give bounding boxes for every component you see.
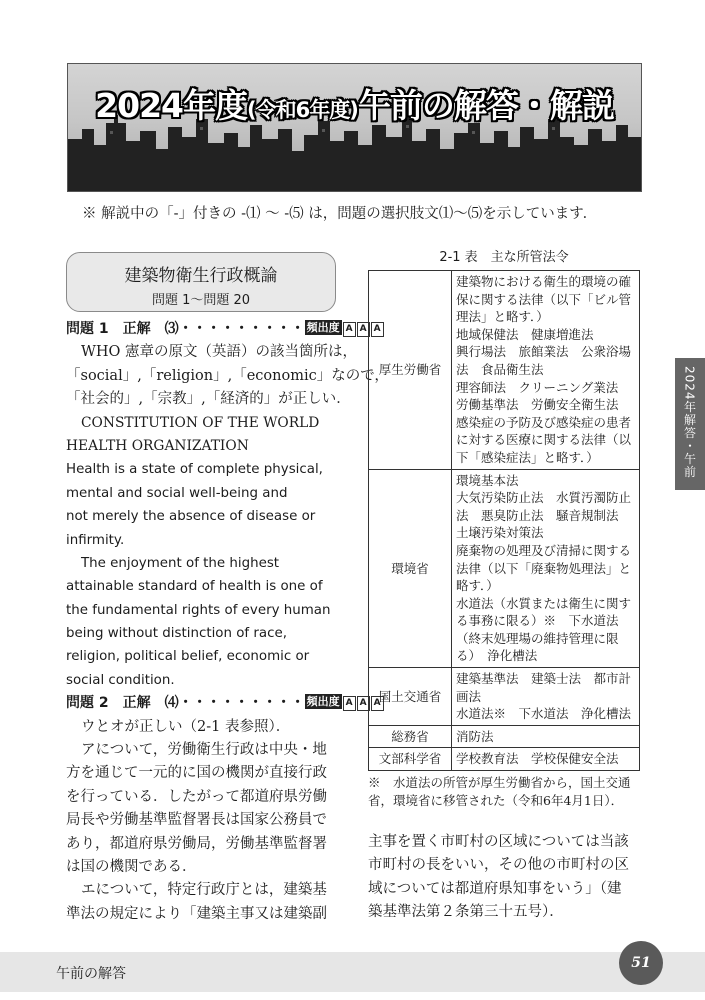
body-text-line: は国の機関である． xyxy=(66,858,197,875)
frequency-mark: A xyxy=(371,322,384,337)
body-text-line: 築基準法第２条第三十五号）． xyxy=(368,904,564,921)
title-era: (令和6年度) xyxy=(247,98,358,122)
question-number: 問題 1 xyxy=(66,321,123,337)
body-text-line: を行っている．したがって都道府県労働 xyxy=(66,788,327,805)
laws-cell xyxy=(452,469,640,668)
body-text-line: the fundamental rights of every human xyxy=(66,602,331,618)
ministry-cell: 厚生労働省 xyxy=(369,271,452,470)
frequency-badge: 頻出度 xyxy=(306,321,340,334)
body-text-line: 準法の規定により「建築主事又は建築副 xyxy=(66,905,327,922)
explanation-note: ※ 解説中の「-」付きの -⑴ ～ -⑸ は，問題の選択肢文⑴～⑸を示しています． xyxy=(82,206,598,222)
table-caption: 2-1 表 主な所管法令 xyxy=(439,250,569,265)
answer-value: ⑶ xyxy=(164,321,179,337)
chapter-side-tab xyxy=(675,358,705,490)
law-entry: 理容師法 クリーニング業法 xyxy=(456,379,619,395)
title-main: 午前の解答・解説 xyxy=(357,86,614,125)
ministry-cell: 国土交通省 xyxy=(369,668,452,726)
law-entry: 大気汚染防止法 水質汚濁防止法 悪臭防止法 騒音規制法 xyxy=(456,490,632,523)
body-text-line: The enjoyment of the highest xyxy=(81,555,280,571)
body-text-line: infirmity. xyxy=(66,532,125,548)
frequency-badge: 頻出度 xyxy=(306,695,340,709)
question-heading xyxy=(66,692,381,715)
body-text-line: あり，都道府県労働局，労働基準監督署 xyxy=(66,835,327,852)
body-text-line: 「社会的」,「宗教」,「経済的」が正しい． xyxy=(66,391,351,408)
ministry-cell: 環境省 xyxy=(369,469,452,668)
table-footnote: ※ 水道法の所管が厚生労働省から，国土交通省，環境省に移管された（令和6年4月1日）． xyxy=(368,775,631,808)
table-row xyxy=(369,748,640,771)
question-number: 問題 2 xyxy=(66,695,123,712)
body-text-line: CONSTITUTION OF THE WORLD xyxy=(81,414,320,431)
ministry-cell: 総務省 xyxy=(369,725,452,748)
frequency-mark: A xyxy=(343,322,356,337)
table-row xyxy=(369,668,640,726)
body-text-line: social condition. xyxy=(66,672,175,688)
law-entry: 環境基本法 xyxy=(456,472,519,488)
law-entry: 地域保健法 健康増進法 xyxy=(456,326,594,342)
body-text-line: WHO 憲章の原文（英語）の該当箇所は， xyxy=(81,344,358,361)
table-row xyxy=(369,469,640,668)
law-entry: 学校教育法 学校保健安全法 xyxy=(456,751,619,767)
body-text-line: 市町村の長をいい，その他の市町村の区 xyxy=(368,857,629,874)
body-text-line: religion, political belief, economic or xyxy=(66,649,310,665)
ministry-cell: 文部科学省 xyxy=(369,748,452,771)
frequency-mark: A xyxy=(343,696,356,711)
body-text-line: 主事を置く市町村の区域については当該 xyxy=(368,834,629,850)
right-column-text xyxy=(368,831,642,925)
law-entry: 水道法※ 下水道法 浄化槽法 xyxy=(456,706,632,722)
frequency-mark: A xyxy=(371,696,384,711)
leader-dots: ・・・・・・・・・ xyxy=(178,321,305,337)
body-text-line: アについて，労働衛生行政は中央・地 xyxy=(81,742,327,759)
body-text-line: 「social」,「religion」,「economic」なので， xyxy=(66,367,389,384)
section-subtitle: 問題 1～問題 20 xyxy=(151,293,251,308)
body-text-line: being without distinction of race, xyxy=(66,626,287,642)
body-text-line: 局長や労働基準監督署長は国家公務員で xyxy=(66,812,327,829)
question-heading xyxy=(66,318,381,341)
leader-dots: ・・・・・・・・・ xyxy=(178,695,305,712)
page-title xyxy=(68,80,641,127)
section-title: 建築物衛生行政概論 xyxy=(124,266,278,286)
law-entry: 廃棄物の処理及び清掃に関する法律（以下「廃棄物処理法」と略す．） xyxy=(456,542,632,594)
table-row xyxy=(369,725,640,748)
law-entry: 水道法（水質または衛生に関する事務に限る）※ 下水道法（終末処理場の維持管理に限る） 浄化槽法 xyxy=(456,595,632,664)
law-entry: 建築物における衛生的環境の確保に関する法律（以下「ビル管理法」と略す．） xyxy=(456,274,632,325)
answer-label: 正解 xyxy=(122,695,165,712)
laws-cell xyxy=(452,748,640,771)
footer-label: 午前の解答 xyxy=(56,966,126,982)
laws-cell xyxy=(452,668,640,726)
frequency-mark: A xyxy=(357,322,370,337)
law-entry: 興行場法 旅館業法 公衆浴場法 食品衛生法 xyxy=(456,344,632,377)
laws-cell xyxy=(452,271,640,470)
side-tab-label: 2024年解答・午前 xyxy=(682,366,697,479)
laws-cell xyxy=(452,725,640,748)
section-heading xyxy=(66,252,336,312)
law-entry: 労働基準法 労働安全衛生法 xyxy=(456,397,619,413)
jurisdiction-law-table xyxy=(368,270,640,771)
body-text-line: ウとオが正しい（2-1 表参照）． xyxy=(81,718,291,735)
page-number: 51 xyxy=(619,941,663,985)
law-entry: 土壌汚染対策法 xyxy=(456,525,544,541)
body-text-line: not merely the absence of disease or xyxy=(66,509,316,525)
page-footer xyxy=(0,952,705,992)
body-text-line: Health is a state of complete physical, xyxy=(66,462,323,478)
body-text-line: エについて，特定行政庁とは，建築基 xyxy=(81,882,327,899)
body-text-line: mental and social well-being and xyxy=(66,485,288,501)
frequency-mark: A xyxy=(357,696,370,711)
law-entry: 消防法 xyxy=(456,728,494,744)
body-text-line: attainable standard of health is one of xyxy=(66,579,323,595)
left-column-text xyxy=(66,318,389,926)
law-entry: 感染症の予防及び感染症の患者に対する医療に関する法律（以下「感染症法」と略す．） xyxy=(456,414,632,465)
answer-label: 正解 xyxy=(122,321,165,337)
body-text-line: 方を通じて一元的に国の機関が直接行政 xyxy=(66,765,327,782)
body-text-line: 域については都道府県知事をいう」（建 xyxy=(368,880,622,897)
title-banner xyxy=(67,63,642,192)
table-row xyxy=(369,271,640,470)
answer-value: ⑷ xyxy=(164,695,179,712)
title-year: 2024年度 xyxy=(95,86,248,125)
law-entry: 建築基準法 建築士法 都市計画法 xyxy=(456,671,632,704)
body-text-line: HEALTH ORGANIZATION xyxy=(66,437,249,454)
